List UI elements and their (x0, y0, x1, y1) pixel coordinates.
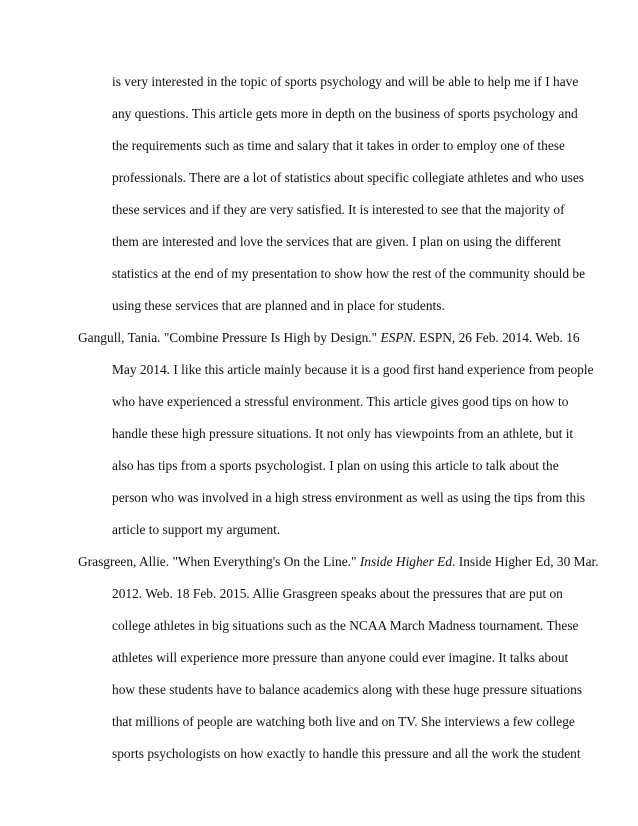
annotation-line: person who was involved in a high stress environment as well as using the tips from this (112, 490, 586, 505)
annotation-line: 2012. Web. 18 Feb. 2015. Allie Grasgreen speaks about the pressures that are put on (112, 586, 563, 601)
citation-source-italic: ESPN (380, 330, 413, 345)
citation-author-title: Grasgreen, Allie. "When Everything's On the Line." (78, 554, 360, 569)
body-text-line: is very interested in the topic of sports psychology and will be able to help me if I have (112, 74, 579, 89)
body-text-line: the requirements such as time and salary that it takes in order to employ one of these (112, 138, 565, 153)
citation-first-line (78, 330, 580, 346)
body-text-line: professionals. There are a lot of statistics about specific collegiate athletes and who uses (112, 170, 584, 185)
annotation-line: who have experienced a stressful environment. This article gives good tips on how to (112, 394, 569, 409)
annotation-line: May 2014. I like this article mainly because it is a good first hand experience from people (112, 362, 594, 377)
annotation-line: athletes will experience more pressure than anyone could ever imagine. It talks about (112, 650, 569, 665)
annotation-line: how these students have to balance academics along with these huge pressure situations (112, 682, 583, 697)
citation-publication: . Inside Higher Ed, 30 Mar. (452, 554, 599, 569)
citation-source-italic: Inside Higher Ed (359, 554, 453, 569)
annotation-line: college athletes in big situations such as the NCAA March Madness tournament. These (112, 618, 579, 633)
citation-author-title: Gangull, Tania. "Combine Pressure Is High by Design." (78, 330, 381, 345)
body-text-line: any questions. This article gets more in depth on the business of sports psychology and (112, 106, 578, 121)
body-text-line: statistics at the end of my presentation to show how the rest of the community should be (112, 266, 586, 281)
body-text-line: these services and if they are very satisfied. It is interested to see that the majority of (112, 202, 565, 217)
body-text-line: them are interested and love the services that are given. I plan on using the different (112, 234, 561, 249)
annotation-line: handle these high pressure situations. It not only has viewpoints from an athlete, but it (112, 426, 574, 441)
annotation-line: also has tips from a sports psychologist. I plan on using this article to talk about the (112, 458, 559, 473)
body-text-line: using these services that are planned and in place for students. (112, 298, 445, 313)
annotation-line: article to support my argument. (112, 522, 281, 537)
citation-publication: . ESPN, 26 Feb. 2014. Web. 16 (412, 330, 580, 345)
annotation-line: that millions of people are watching both live and on TV. She interviews a few college (112, 714, 575, 729)
annotation-line: sports psychologists on how exactly to handle this pressure and all the work the student (112, 746, 581, 761)
citation-first-line (78, 554, 599, 570)
